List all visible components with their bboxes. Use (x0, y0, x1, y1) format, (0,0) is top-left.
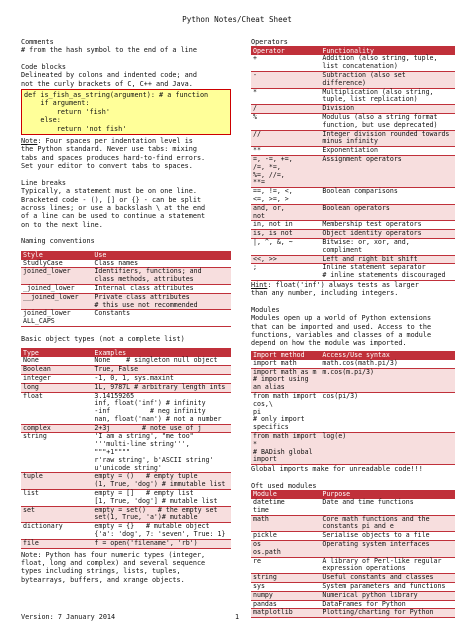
oft-used-heading: Oft used modules (251, 481, 317, 490)
table-cell-value: Identifiers, functions; and class methods, attributes (92, 268, 231, 285)
modules-note: Global imports make for unreadable code!!! (251, 465, 423, 474)
table-cell-value: Class names (92, 260, 231, 268)
operators-header-operator: Operator (251, 46, 320, 55)
table-row (251, 557, 455, 574)
types-table (21, 348, 231, 548)
table-cell-value: m.cos(m.pi/3) (320, 368, 455, 392)
table-cell-key: =, -=, +=, /=, *=, %=, //=, **= (251, 155, 320, 187)
table-cell-value: 1L, 9787L # arbitrary length ints (92, 383, 231, 392)
table-cell-key: from math import cos,\ pi # only import specifics (251, 392, 320, 432)
table-row (21, 433, 231, 473)
table-row (251, 591, 455, 600)
table-cell-key: import math as m # import using an alias (251, 368, 320, 392)
table-cell-key: math (251, 515, 320, 532)
table-cell-key: __joined_lower (21, 293, 92, 310)
table-cell-key: set (21, 506, 92, 523)
table-cell-key: joined_lower (21, 268, 92, 285)
page-title: Python Notes/Cheat Sheet (182, 15, 292, 24)
table-cell-value: Date and time functions (320, 499, 455, 515)
table-cell-value: Internal class attributes (92, 284, 231, 293)
table-row (251, 88, 455, 105)
footer-version: Version: 7 January 2014 (21, 613, 116, 621)
table-row (21, 383, 231, 392)
table-cell-key: in, not in (251, 221, 320, 230)
table-cell-value: empty = set() # the empty set set(1, True, 'a')# mutable (92, 506, 231, 523)
table-cell-key: ; (251, 264, 320, 281)
table-cell-key: * (251, 88, 320, 105)
oft-header-module: Module (251, 490, 320, 499)
table-row (21, 473, 231, 490)
table-row (21, 293, 231, 310)
modules-text: Modules open up a world of Python extensions that can be imported and used. Access to the functions, variables and classes of a module depend on how the module was imported. (251, 314, 432, 348)
table-cell-key: import math (251, 360, 320, 368)
table-cell-key: datetime time (251, 499, 320, 515)
naming-heading: Naming conventions (21, 237, 95, 246)
table-row (21, 284, 231, 293)
table-cell-value: empty = {} # mutable object {'a': 'dog', 7: 'seven', True: 1} (92, 523, 231, 540)
table-cell-value: cos(pi/3) (320, 392, 455, 432)
table-cell-key: % (251, 113, 320, 130)
indent-note (21, 137, 231, 171)
table-cell-value: empty = [] # empty list [1, True, 'dog'] # mutable list (92, 490, 231, 507)
table-row (21, 506, 231, 523)
table-row (251, 204, 455, 221)
table-row (251, 55, 455, 71)
table-cell-key: from math import * # BADish global import (251, 432, 320, 464)
right-column (251, 38, 455, 618)
table-row (251, 499, 455, 515)
table-cell-key: is, is not (251, 230, 320, 239)
table-cell-value: Private class attributes # this use not recommended (92, 293, 231, 310)
line-breaks-text: Typically, a statement must be on one line. Bracketed code - (), [] or {} - can be split across lines; or use a backslash \ at the end of a line can be used to continue a statement on to the next line. (21, 187, 206, 229)
table-cell-value: 2+3j # note use of j (92, 424, 231, 433)
table-cell-key: string (21, 433, 92, 473)
table-cell-key: |, ^, &, ~ (251, 238, 320, 255)
naming-header-style: Style (21, 251, 92, 260)
table-cell-key: ==, !=, <, <=, >=, > (251, 188, 320, 205)
table-cell-value: log(e) (320, 432, 455, 464)
table-cell-value: Inline statement separator # inline statements discouraged (320, 264, 455, 281)
table-cell-value: DataFrames for Python (320, 600, 455, 609)
code-example: def is_fish_as_string(argument): # a function if argument: return 'fish' else: return 'not fish' (21, 89, 231, 135)
table-cell-value: Serialise objects to a file (320, 532, 455, 541)
hint-label: Hint (251, 280, 268, 289)
table-row (21, 310, 231, 327)
table-cell-value: Useful constants and classes (320, 574, 455, 583)
operators-table (251, 46, 455, 281)
table-cell-value: Membership test operators (320, 221, 455, 230)
types-header-examples: Examples (92, 348, 231, 357)
table-cell-key: sys (251, 582, 320, 591)
table-row (251, 264, 455, 281)
oft-header-purpose: Purpose (320, 490, 455, 499)
note-label: Note (21, 137, 38, 146)
table-cell-key: <<, >> (251, 255, 320, 264)
table-row (251, 582, 455, 591)
table-cell-key: float (21, 392, 92, 424)
table-cell-value: Boolean operators (320, 204, 455, 221)
table-cell-value: Integer division rounded towards minus infinity (320, 130, 455, 147)
left-column (21, 38, 231, 584)
table-cell-key: / (251, 105, 320, 114)
note-text: : Four spaces per indentation level is the Python standard. Never use tabs: mixing tabs and spaces produces hard-to-find errors. Set your editor to convert tabs to spaces. (21, 137, 206, 171)
table-cell-key: - (251, 72, 320, 89)
table-row (21, 392, 231, 424)
table-cell-value: Division (320, 105, 455, 114)
table-row (251, 130, 455, 147)
table-row (21, 523, 231, 540)
table-cell-key: pandas (251, 600, 320, 609)
table-cell-value: Constants (92, 310, 231, 327)
table-row (21, 268, 231, 285)
table-cell-key: complex (21, 424, 92, 433)
table-cell-key: None (21, 357, 92, 365)
code-blocks-text: Delineated by colons and indented code; and not the curly brackets of C, C++ and Java. (21, 71, 197, 88)
table-row (251, 113, 455, 130)
naming-header-use: Use (92, 251, 231, 260)
table-cell-key: // (251, 130, 320, 147)
modules-heading: Modules (251, 305, 280, 314)
table-cell-value: f = open('filename', 'rb') (92, 539, 231, 548)
table-cell-key: list (21, 490, 92, 507)
table-cell-value: Boolean comparisons (320, 188, 455, 205)
oft-used-table (251, 490, 455, 618)
table-cell-value: True, False (92, 366, 231, 375)
naming-table (21, 251, 231, 327)
modules-table (251, 351, 455, 465)
table-cell-value: Core math functions and the constants pi and e (320, 515, 455, 532)
table-cell-value: 'I am a string', "me too" '''multi-line string''', """+1"""" r'raw string', b'ASCII string' u'unicode string' (92, 433, 231, 473)
table-cell-value: Exponentiation (320, 147, 455, 156)
modules-header-import: Import method (251, 351, 320, 360)
table-row (251, 540, 455, 557)
table-cell-value: Plotting/charting for Python (320, 609, 455, 618)
table-cell-value: -1, 0, 1, sys.maxint (92, 374, 231, 383)
table-cell-key: long (21, 383, 92, 392)
table-cell-key: matplotlib (251, 609, 320, 618)
hint-text: : float('inf') always tests as larger than any number, including integers. (251, 280, 419, 298)
table-cell-value: None # singleton null object (92, 357, 231, 365)
table-cell-key: StudlyCase (21, 260, 92, 268)
line-breaks-heading: Line breaks (21, 178, 67, 187)
code-blocks-heading: Code blocks (21, 62, 67, 71)
table-cell-value: Bitwise: or, xor, and, compliment (320, 238, 455, 255)
table-row (251, 155, 455, 187)
table-cell-value: Left and right bit shift (320, 255, 455, 264)
table-cell-key: numpy (251, 591, 320, 600)
table-cell-key: and, or, not (251, 204, 320, 221)
table-row (251, 432, 455, 464)
operators-heading: Operators (251, 38, 288, 46)
table-cell-key: integer (21, 374, 92, 383)
table-cell-value: System parameters and functions (320, 582, 455, 591)
table-cell-key: joined_lower ALL_CAPS (21, 310, 92, 327)
table-cell-key: Boolean (21, 366, 92, 375)
table-cell-value: Object identity operators (320, 230, 455, 239)
table-cell-key: tuple (21, 473, 92, 490)
table-row (21, 490, 231, 507)
table-cell-value: Assignment operators (320, 155, 455, 187)
table-cell-value: 3.14159265 inf, float('inf') # infinity -inf # neg infinity nan, float('nan') # not a number (92, 392, 231, 424)
footer-page-number: 1 (234, 613, 240, 621)
table-cell-key: os os.path (251, 540, 320, 557)
table-row (251, 515, 455, 532)
comments-text: # from the hash symbol to the end of a line (21, 46, 197, 55)
table-cell-value: A library of Perl-like regular expression operations (320, 557, 455, 574)
hint (251, 281, 455, 298)
table-cell-key: pickle (251, 532, 320, 541)
table-cell-value: math.cos(math.pi/3) (320, 360, 455, 368)
table-cell-value: Operating system interfaces (320, 540, 455, 557)
types-note: Note: Python has four numeric types (integer, float, long and complex) and several sequence types including strings, lists, tuples, bytearrays, buffers, and xrange objects. (21, 550, 206, 584)
types-heading: Basic object types (not a complete list) (21, 334, 185, 343)
table-row (21, 374, 231, 383)
operators-header-functionality: Functionality (320, 46, 455, 55)
table-cell-value: Multiplication (also string, tuple, list replication) (320, 88, 455, 105)
table-cell-key: re (251, 557, 320, 574)
table-cell-value: Modulus (also a string format function, but use deprecated) (320, 113, 455, 130)
table-cell-key: string (251, 574, 320, 583)
types-header-type: Type (21, 348, 92, 357)
table-cell-key: dictionary (21, 523, 92, 540)
table-row (251, 188, 455, 205)
comments-heading: Comments (21, 38, 54, 46)
table-row (251, 392, 455, 432)
table-cell-key: + (251, 55, 320, 71)
table-cell-key: _joined_lower (21, 284, 92, 293)
table-cell-value: Subtraction (also set difference) (320, 72, 455, 89)
table-cell-value: Addition (also string, tuple, list concatenation) (320, 55, 455, 71)
table-cell-key: ** (251, 147, 320, 156)
table-cell-value: Numerical python library (320, 591, 455, 600)
modules-header-access: Access/Use syntax (320, 351, 455, 360)
table-cell-value: empty = () # empty tuple (1, True, 'dog') # immutable list (92, 473, 231, 490)
table-row (251, 368, 455, 392)
table-row (251, 72, 455, 89)
table-row (251, 360, 455, 368)
table-cell-key: file (21, 539, 92, 548)
table-row (251, 238, 455, 255)
table-row (21, 539, 231, 548)
